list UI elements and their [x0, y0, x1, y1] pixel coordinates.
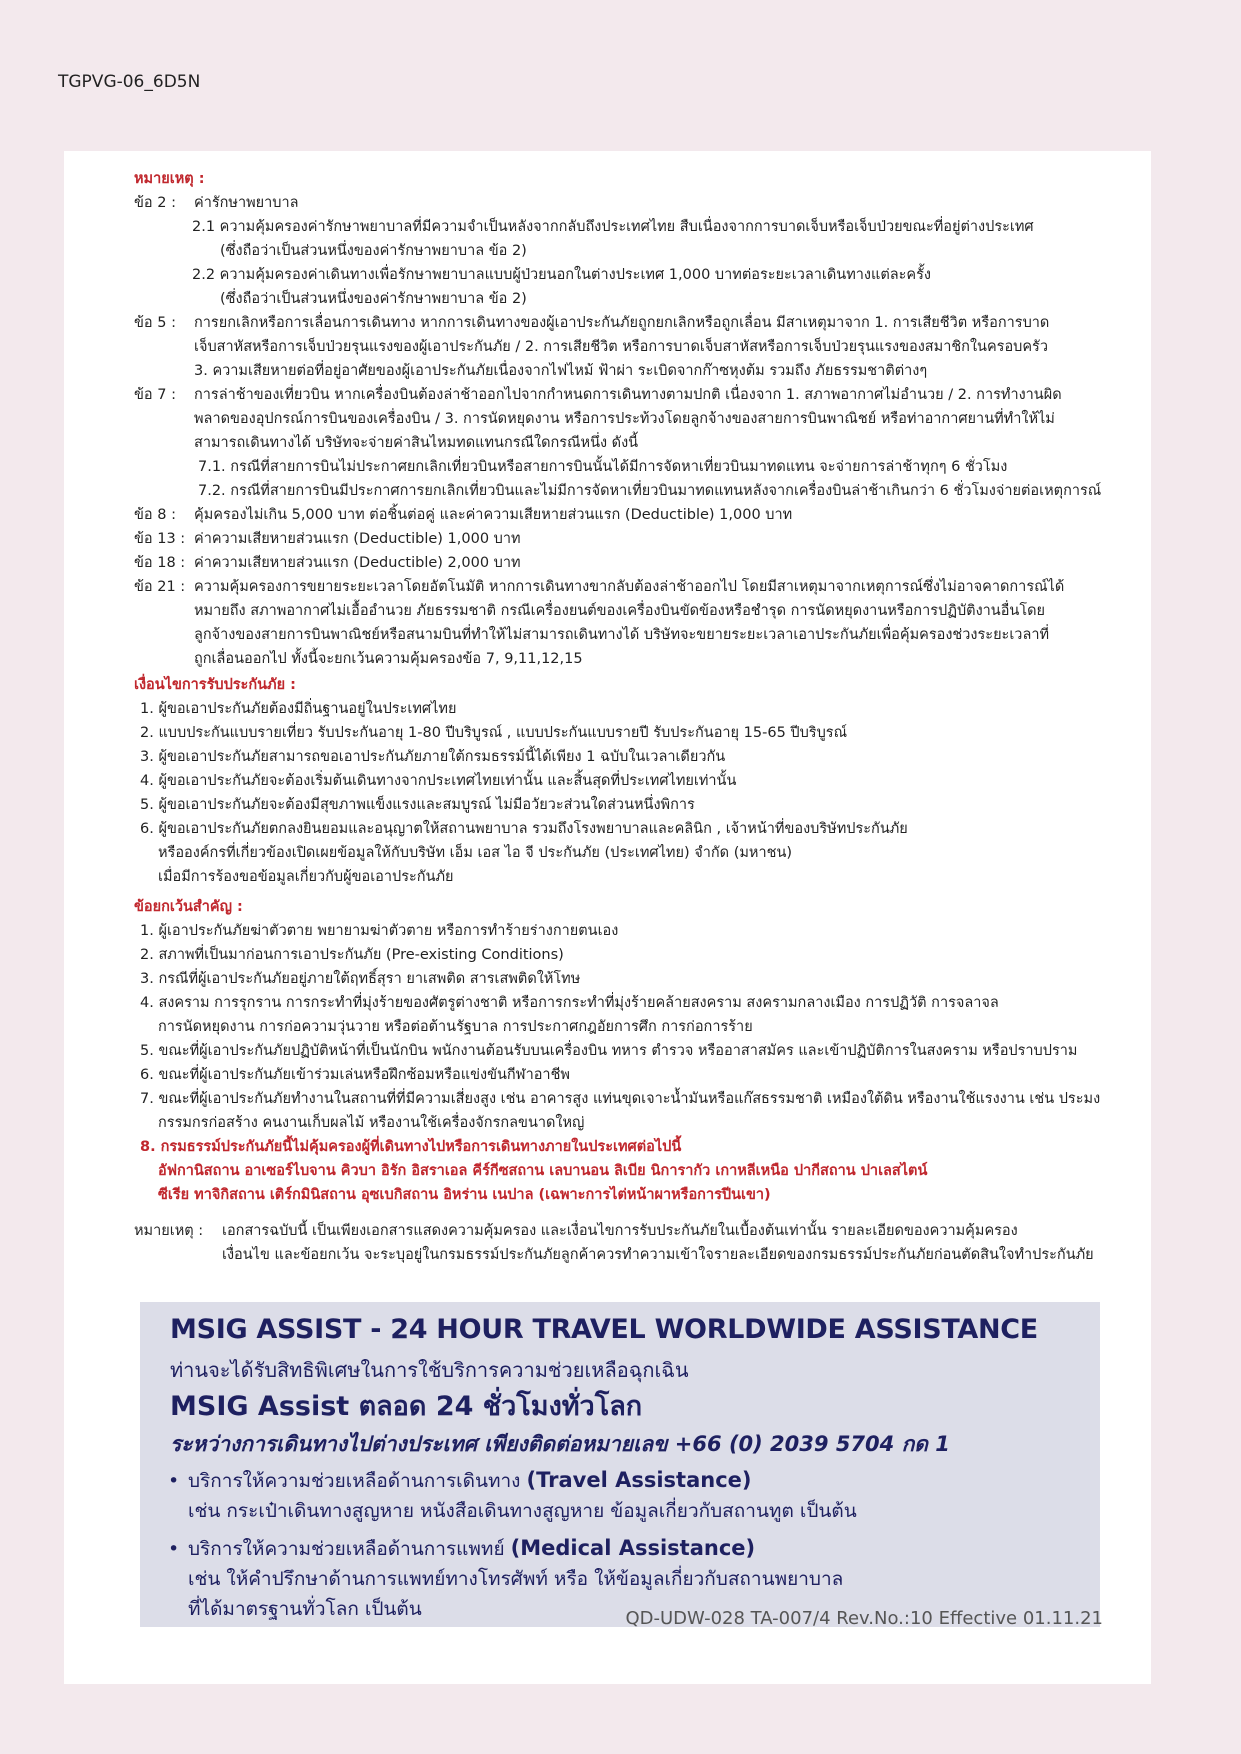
- condition-item: 2. แบบประกันแบบรายเที่ยว รับประกันอายุ 1-80 ปีบริบูรณ์ , แบบประกันแบบรายปี รับประกันอายุ 15-65 ปีบริบูรณ์: [140, 725, 848, 741]
- condition-item: 1. ผู้ขอเอาประกันภัยต้องมีถิ่นฐานอยู่ในประเทศไทย: [140, 701, 457, 717]
- note-2-1: [134, 215, 1124, 263]
- note-18: [134, 551, 1124, 575]
- exclusion-item: [134, 1087, 1124, 1135]
- service-name-en: (Medical Assistance): [510, 1536, 756, 1560]
- remarks-heading: หมายเหตุ :: [134, 171, 205, 187]
- remark-label: หมายเหตุ :: [134, 1223, 204, 1239]
- note-line: 2.2 ความคุ้มครองค่าเดินทางเพื่อรักษาพยาบาลแบบผู้ป่วยนอกในต่างประเทศ 1,000 บาทต่อระยะเวลาเดินทางแต่ละครั้ง: [192, 267, 932, 283]
- note-label: ข้อ 2 :: [134, 195, 176, 211]
- condition-item: [134, 817, 1124, 889]
- condition-line: เมื่อมีการร้องขอข้อมูลเกี่ยวกับผู้ขอเอาประกันภัย: [158, 869, 454, 885]
- note-line: 2.1 ความคุ้มครองค่ารักษาพยาบาลที่มีความจำเป็นหลังจากกลับถึงประเทศไทย สืบเนื่องจากการบาดเจ็บหรือเจ็บป่วยขณะที่อยู่ต่างประเทศ: [192, 219, 1034, 235]
- note-7: [134, 383, 1124, 407]
- exclusion-line: การนัดหยุดงาน การก่อความวุ่นวาย หรือต่อต้านรัฐบาล การประกาศกฎอัยการศึก การก่อการร้าย: [158, 1019, 753, 1035]
- condition-item: 5. ผู้ขอเอาประกันภัยจะต้องมีสุขภาพแข็งแรงและสมบูรณ์ ไม่มีอวัยวะส่วนใดส่วนหนึ่งพิการ: [140, 797, 695, 813]
- condition-item: 4. ผู้ขอเอาประกันภัยจะต้องเริ่มต้นเดินทางจากประเทศไทยเท่านั้น และสิ้นสุดที่ประเทศไทยเท่านั้น: [140, 773, 737, 789]
- note-line: (ซึ่งถือว่าเป็นส่วนหนึ่งของค่ารักษาพยาบาล ข้อ 2): [220, 243, 527, 259]
- note-label: ข้อ 18 :: [134, 555, 186, 571]
- document-page: [64, 151, 1151, 1684]
- condition-line: หรือองค์กรที่เกี่ยวข้องเปิดเผยข้อมูลให้กับบริษัท เอ็ม เอส ไอ จี ประกันภัย (ประเทศไทย) จำกัด (มหาชน): [158, 845, 793, 861]
- note-8: [134, 503, 1124, 527]
- remark-text: [222, 1219, 1124, 1267]
- restricted-country-list: ซีเรีย ทาจิกิสถาน เติร์กมินิสถาน อุซเบกิสถาน อิหร่าน เนปาล (เฉพาะการไต่หน้าผาหรือการปีนเขา): [158, 1187, 771, 1203]
- service-detail: ที่ได้มาตรฐานทั่วโลก เป็นต้น: [188, 1598, 422, 1620]
- note-label: ข้อ 13 :: [134, 531, 186, 547]
- remark: [134, 1219, 1124, 1267]
- bullet-icon: •: [168, 1470, 180, 1492]
- exclusion-item-restricted-countries: [134, 1135, 1124, 1207]
- note-line: เจ็บสาหัสหรือการเจ็บป่วยรุนแรงของผู้เอาประกันภัย / 2. การเสียชีวิต หรือการบาดเจ็บสาหัสหรือการเจ็บป่วยรุนแรงของสมาชิกในครอบครัว: [194, 339, 1048, 355]
- note-13: [134, 527, 1124, 551]
- note-text: ค่ารักษาพยาบาล: [194, 195, 299, 211]
- msig-assist-box: [140, 1302, 1100, 1627]
- exclusion-item: 2. สภาพที่เป็นมาก่อนการเอาประกันภัย (Pre-existing Conditions): [140, 947, 564, 963]
- document-code: TGPVG-06_6D5N: [58, 72, 201, 92]
- note-text: ความคุ้มครองการขยายระยะเวลาโดยอัตโนมัติ หากการเดินทางขากลับต้องล่าช้าออกไป โดยมีสาเหตุมาจากเหตุการณ์ซึ่งไม่อาจคาดการณ์ได้: [194, 579, 1065, 595]
- form-reference-code: QD-UDW-028 TA-007/4 Rev.No.:10 Effective 01.11.21: [625, 1608, 1103, 1629]
- service-detail: เช่น กระเป๋าเดินทางสูญหาย หนังสือเดินทางสูญหาย ข้อมูลเกี่ยวกับสถานทูต เป็นต้น: [188, 1500, 857, 1522]
- note-7-1: 7.1. กรณีที่สายการบินไม่ประกาศยกเลิกเที่ยวบินหรือสายการบินนั้นได้มีการจัดหาเที่ยวบินมาทดแทน จะจ่ายการล่าช้าทุกๆ 6 ชั่วโมง: [198, 459, 1008, 475]
- service-label: บริการให้ความช่วยเหลือด้านการเดินทาง: [188, 1470, 521, 1492]
- note-text: คุ้มครองไม่เกิน 5,000 บาท ต่อชิ้นต่อคู่ และค่าความเสียหายส่วนแรก (Deductible) 1,000 บาท: [194, 507, 793, 523]
- note-2: [134, 191, 1124, 215]
- note-line: หมายถึง สภาพอากาศไม่เอื้ออำนวย ภัยธรรมชาติ กรณีเครื่องยนต์ของเครื่องบินขัดข้องหรือชำรุด การนัดหยุดงานหรือการปฏิบัติงานอื่นโดย: [194, 603, 1046, 619]
- exclusion-item: 1. ผู้เอาประกันภัยฆ่าตัวตาย พยายามฆ่าตัวตาย หรือการทำร้ายร่างกายตนเอง: [140, 923, 619, 939]
- note-21: [134, 575, 1124, 599]
- remark-line: เงื่อนไข และข้อยกเว้น จะระบุอยู่ในกรมธรรม์ประกันภัยลูกค้าควรทำความเข้าใจรายละเอียดของกรมธรรม์ประกันภัยก่อนตัดสินใจทำประกันภัย: [222, 1247, 1094, 1263]
- note-text: ค่าความเสียหายส่วนแรก (Deductible) 1,000 บาท: [194, 531, 521, 547]
- note-5: [134, 311, 1124, 335]
- note-line: ถูกเลื่อนออกไป ทั้งนี้จะยกเว้นความคุ้มครองข้อ 7, 9,11,12,15: [194, 651, 583, 667]
- service-name-en: (Travel Assistance): [526, 1468, 752, 1492]
- note-label: ข้อ 7 :: [134, 387, 176, 403]
- note-label: ข้อ 8 :: [134, 507, 176, 523]
- assist-title: MSIG ASSIST - 24 HOUR TRAVEL WORLDWIDE ASSISTANCE: [170, 1314, 1038, 1345]
- exclusion-line: 7. ขณะที่ผู้เอาประกันภัยทำงานในสถานที่ที่มีความเสี่ยงสูง เช่น อาคารสูง แท่นขุดเจาะน้ำมันหรือแก๊สธรรมชาติ เหมืองใต้ดิน หรืองานใช้แรงงาน เช่น ประมง: [140, 1091, 1101, 1107]
- note-line: ลูกจ้างของสายการบินพาณิชย์หรือสนามบินที่ทำให้ไม่สามารถเดินทางได้ บริษัทจะขยายระยะเวลาเอาประกันภัยเพื่อคุ้มครองช่วงระยะเวลาที่: [194, 627, 1050, 643]
- note-label: ข้อ 5 :: [134, 315, 176, 331]
- assist-subtitle: ท่านจะได้รับสิทธิพิเศษในการใช้บริการความช่วยเหลือฉุกเฉิน: [170, 1358, 689, 1382]
- travel-assistance-item: [168, 1466, 857, 1526]
- service-detail: เช่น ให้คำปรึกษาด้านการแพทย์ทางโทรศัพท์ หรือ ให้ข้อมูลเกี่ยวกับสถานพยาบาล: [188, 1568, 844, 1590]
- exclusion-item: 3. กรณีที่ผู้เอาประกันภัยอยู่ภายใต้ฤทธิ์สุรา ยาเสพติด สารเสพติดให้โทษ: [140, 971, 581, 987]
- exclusion-item: 5. ขณะที่ผู้เอาประกันภัยปฏิบัติหน้าที่เป็นนักบิน พนักงานต้อนรับบนเครื่องบิน ทหาร ตำรวจ หรืออาสาสมัคร และเข้าปฏิบัติการในสงคราม หรือปราบปราม: [140, 1043, 1078, 1059]
- note-text: การล่าช้าของเที่ยวบิน หากเครื่องบินต้องล่าช้าออกไปจากกำหนดการเดินทางตามปกติ เนื่องจาก 1. สภาพอากาศไม่อำนวย / 2. การทำงานผิด: [194, 387, 1062, 403]
- exclusion-item: 6. ขณะที่ผู้เอาประกันภัยเข้าร่วมเล่นหรือฝึกซ้อมหรือแข่งขันกีฬาอาชีพ: [140, 1067, 570, 1083]
- note-text: การยกเลิกหรือการเลื่อนการเดินทาง หากการเดินทางของผู้เอาประกันภัยถูกยกเลิกหรือถูกเลื่อน มีสาเหตุมาจาก 1. การเสียชีวิต หรือการบาด: [194, 315, 1050, 331]
- restricted-country-list: อัฟกานิสถาน อาเซอร์ไบจาน คิวบา อิรัก อิสราเอล คีร์กีซสถาน เลบานอน ลิเบีย นิการากัว เกาหลีเหนือ ปากีสถาน ปาเลสไตน์: [158, 1163, 928, 1179]
- condition-line: 6. ผู้ขอเอาประกันภัยตกลงยินยอมและอนุญาตให้สถานพยาบาล รวมถึงโรงพยาบาลและคลินิก , เจ้าหน้าที่ของบริษัทประกันภัย: [140, 821, 908, 837]
- assist-headline: MSIG Assist ตลอด 24 ชั่วโมงทั่วโลก: [170, 1391, 643, 1422]
- conditions-heading: เงื่อนไขการรับประกันภัย :: [134, 677, 296, 693]
- bullet-icon: •: [168, 1538, 180, 1560]
- remark-line: เอกสารฉบับนี้ เป็นเพียงเอกสารแสดงความคุ้มครอง และเงื่อนไขการรับประกันภัยในเบื้องต้นเท่านั้น รายละเอียดของความคุ้มครอง: [222, 1223, 1018, 1239]
- assist-phone: ระหว่างการเดินทางไปต่างประเทศ เพียงติดต่อหมายเลข +66 (0) 2039 5704 กด 1: [170, 1432, 950, 1456]
- exclusion-item: [134, 991, 1124, 1039]
- note-line: พลาดของอุปกรณ์การบินของเครื่องบิน / 3. การนัดหยุดงาน หรือการประท้วงโดยลูกจ้างของสายการบินพาณิชย์ หรือท่าอากาศยานที่ทำให้ไม่: [194, 411, 1055, 427]
- note-line: (ซึ่งถือว่าเป็นส่วนหนึ่งของค่ารักษาพยาบาล ข้อ 2): [220, 291, 527, 307]
- exclusion-line: 8. กรมธรรม์ประกันภัยนี้ไม่คุ้มครองผู้ที่เดินทางไปหรือการเดินทางภายในประเทศต่อไปนี้: [140, 1139, 682, 1155]
- service-label: บริการให้ความช่วยเหลือด้านการแพทย์: [188, 1538, 505, 1560]
- note-text: ค่าความเสียหายส่วนแรก (Deductible) 2,000 บาท: [194, 555, 521, 571]
- document-body: [134, 165, 1124, 1267]
- note-line: 3. ความเสียหายต่อที่อยู่อาศัยของผู้เอาประกันภัยเนื่องจากไฟไหม้ ฟ้าผ่า ระเบิดจากก๊าซหุงต้ม รวมถึง ภัยธรรมชาติต่างๆ: [194, 363, 928, 379]
- note-line: สามารถเดินทางได้ บริษัทจะจ่ายค่าสินไหมทดแทนกรณีใดกรณีหนึ่ง ดังนี้: [194, 435, 639, 451]
- exclusions-heading: ข้อยกเว้นสำคัญ :: [134, 899, 243, 915]
- condition-item: 3. ผู้ขอเอาประกันภัยสามารถขอเอาประกันภัยภายใต้กรมธรรม์นี้ได้เพียง 1 ฉบับในเวลาเดียวกัน: [140, 749, 726, 765]
- exclusion-line: กรรมกรก่อสร้าง คนงานเก็บผลไม้ หรืองานใช้เครื่องจักรกลขนาดใหญ่: [158, 1115, 585, 1131]
- note-7-2: 7.2. กรณีที่สายการบินมีประกาศการยกเลิกเที่ยวบินและไม่มีการจัดหาเที่ยวบินมาทดแทนหลังจากเครื่องบินล่าช้าเกินกว่า 6 ชั่วโมงจ่ายต่อเหตุการณ์: [198, 483, 1102, 499]
- note-label: ข้อ 21 :: [134, 579, 186, 595]
- exclusion-line: 4. สงคราม การรุกราน การกระทำที่มุ่งร้ายของศัตรูต่างชาติ หรือการกระทำที่มุ่งร้ายคล้ายสงคราม สงครามกลางเมือง การปฏิวัติ การจลาจล: [140, 995, 999, 1011]
- note-2-2: [134, 263, 1124, 311]
